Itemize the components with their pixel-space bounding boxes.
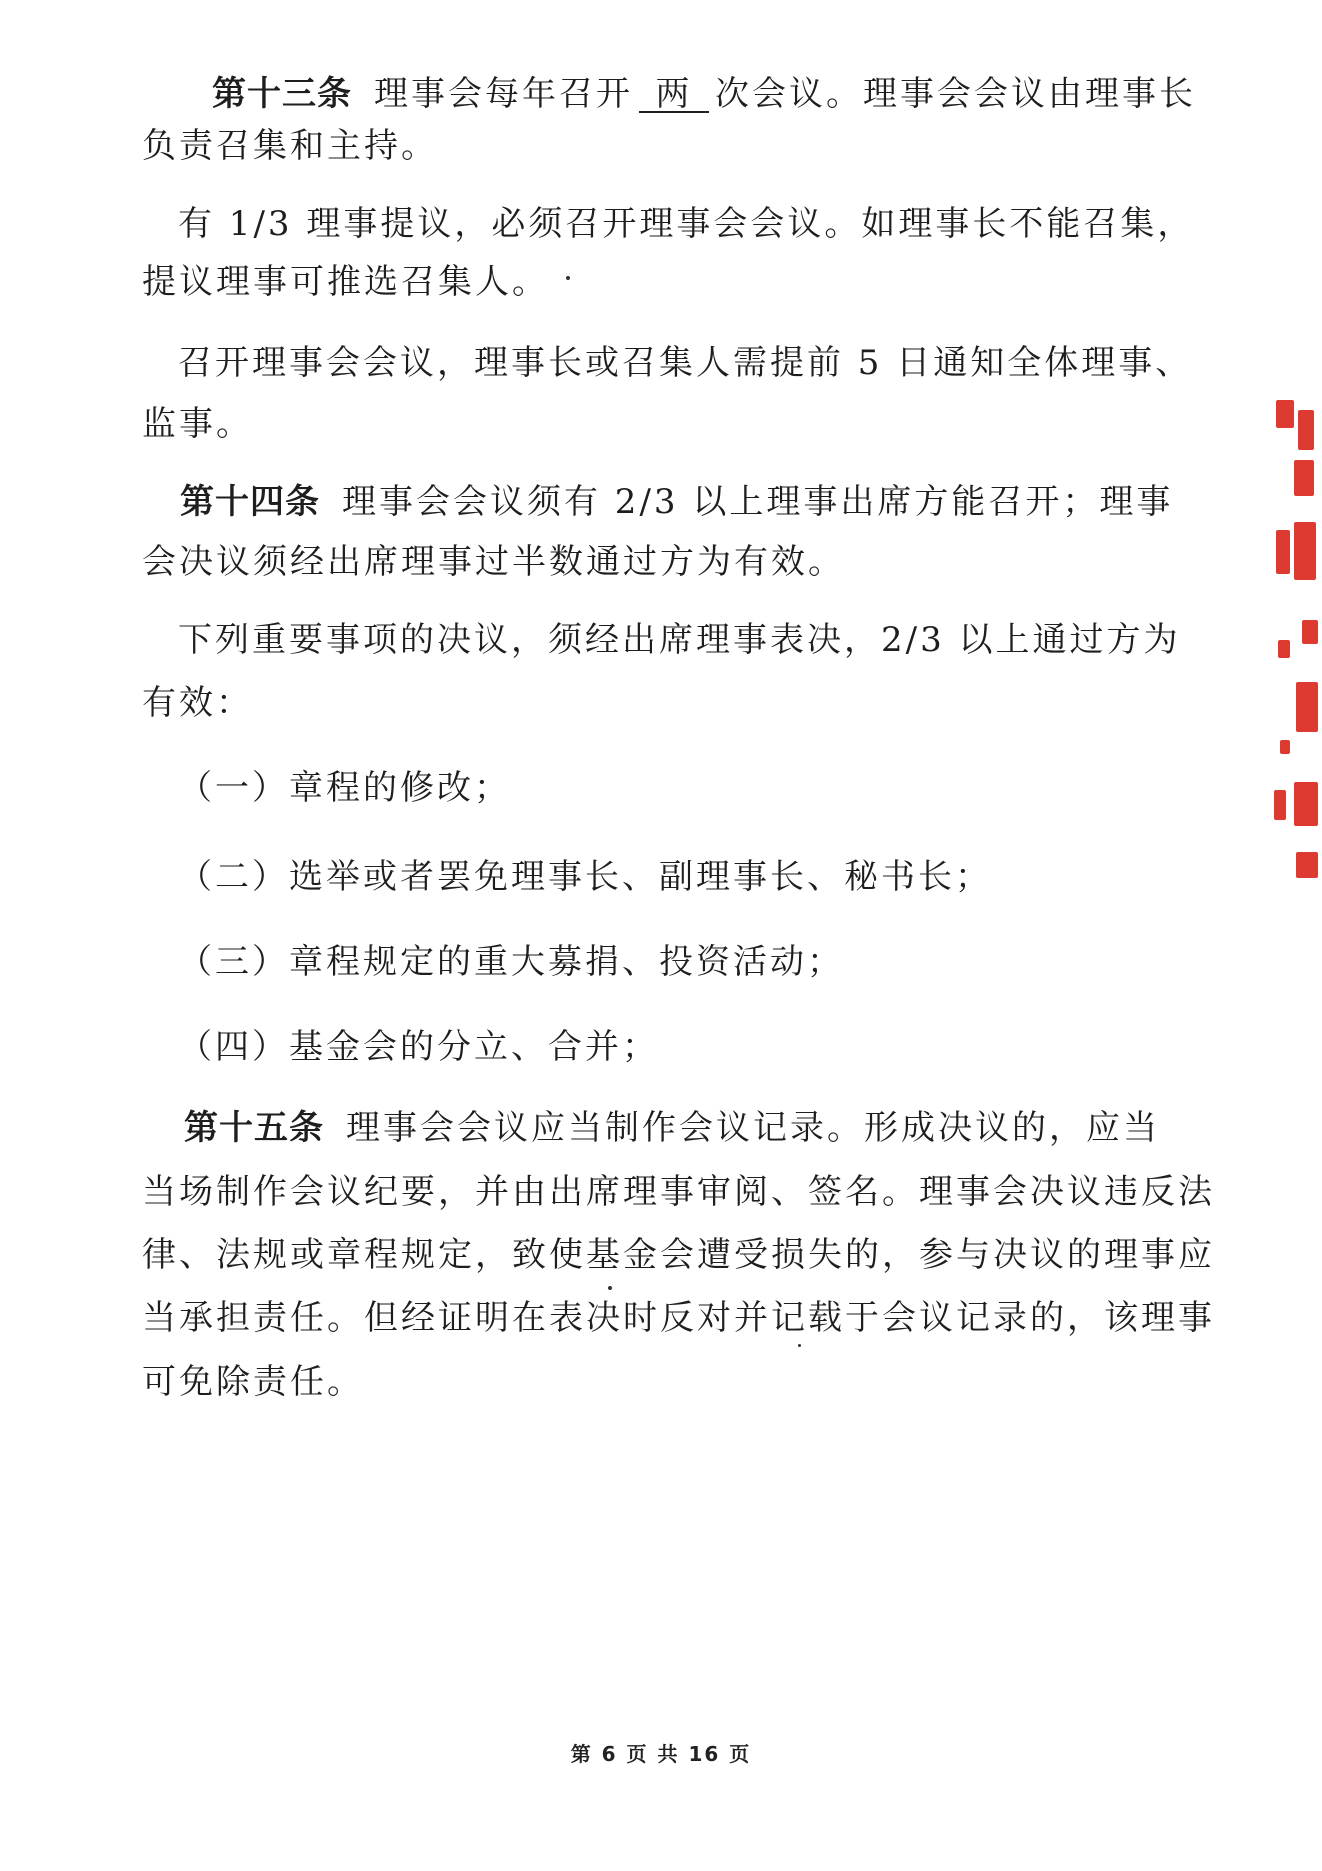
list-item: （一）章程的修改； — [178, 768, 511, 808]
article-number: 第十四条 — [180, 482, 320, 522]
paragraph-line: 有 1/3 理事提议，必须召开理事会会议。如理事长不能召集， — [178, 204, 1195, 244]
paragraph-line: 当承担责任。但经证明在表决时反对并记载于会议记录的，该理事 — [142, 1298, 1215, 1338]
list-item: （三）章程规定的重大募捐、投资活动； — [178, 942, 844, 982]
paragraph-line: 律、法规或章程规定，致使基金会遭受损失的，参与决议的理事应 — [142, 1235, 1215, 1275]
page-number: 第 6 页 共 16 页 — [570, 1742, 752, 1766]
paragraph-line: 负责召集和主持。 — [142, 126, 438, 166]
list-item: （四）基金会的分立、合并； — [178, 1027, 659, 1067]
fill-blank: 两 — [639, 77, 709, 113]
paragraph-line: 召开理事会会议，理事长或召集人需提前 5 日通知全体理事、 — [178, 343, 1193, 383]
article-14-line-1: 第十四条 理事会会议须有 2/3 以上理事出席方能召开；理事 — [180, 482, 1174, 522]
paragraph-line: 会决议须经出席理事过半数通过方为有效。 — [142, 542, 845, 582]
paragraph-line: 有效： — [142, 683, 253, 723]
article-number: 第十三条 — [212, 74, 352, 114]
paragraph-line: 提议理事可推选召集人。 — [142, 262, 549, 302]
scan-speck — [608, 1286, 612, 1290]
seal-stamp-edge — [1268, 390, 1322, 950]
paragraph-line: 监事。 — [142, 404, 253, 444]
list-item: （二）选举或者罢免理事长、副理事长、秘书长； — [178, 857, 992, 897]
article-15-line-1: 第十五条 理事会会议应当制作会议记录。形成决议的，应当 — [184, 1108, 1160, 1148]
paragraph-line: 下列重要事项的决议，须经出席理事表决，2/3 以上通过方为 — [178, 620, 1181, 660]
article-13-line-1: 第十三条 理事会每年召开 两 次会议。理事会会议由理事长 — [212, 74, 1196, 114]
paragraph-line: 当场制作会议纪要，并由出席理事审阅、签名。理事会决议违反法 — [142, 1172, 1215, 1212]
paragraph-line: 可免除责任。 — [142, 1362, 364, 1402]
scan-speck — [798, 1344, 801, 1347]
article-number: 第十五条 — [184, 1108, 324, 1148]
scan-speck — [566, 276, 570, 280]
